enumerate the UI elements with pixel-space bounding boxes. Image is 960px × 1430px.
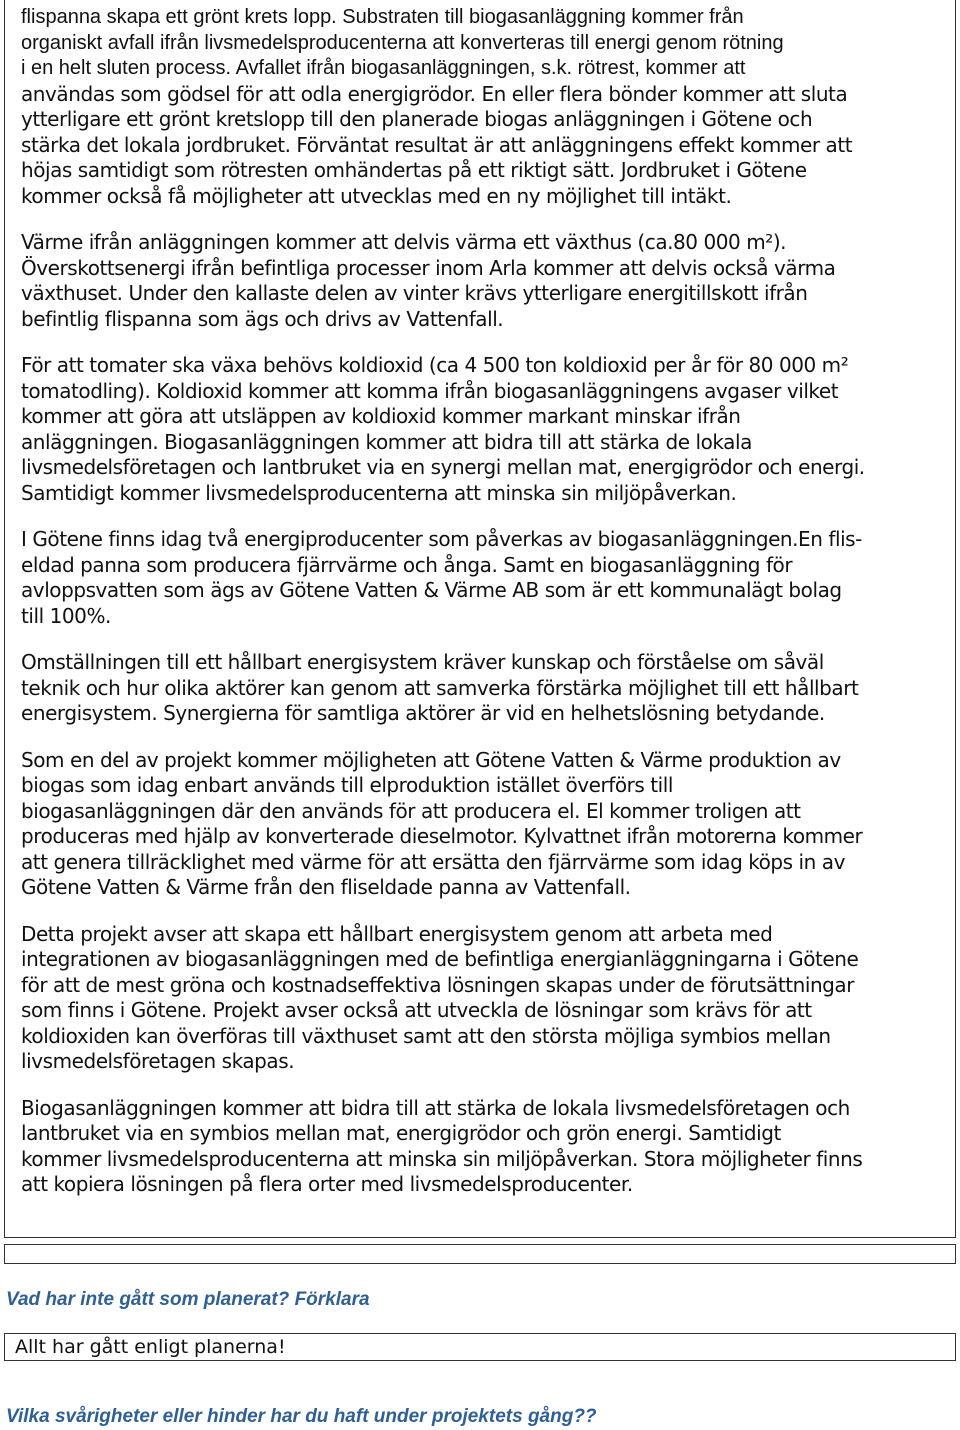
text-line: lantbruket via en symbios mellan mat, energigrödor och grön energi. Samtidigt <box>21 1121 781 1145</box>
text-line: stärka det lokala jordbruket. Förväntat resultat är att anläggningens effekt kommer att <box>21 132 853 157</box>
text-line: koldioxiden kan överföras till växthuset samt att den största möjliga symbios mellan <box>21 1023 831 1048</box>
text-line: att genera tillräcklighet med värme för att ersätta den fjärrvärme som idag köps in av <box>21 849 845 874</box>
text-line: avloppsvatten som ägs av Götene Vatten & Värme AB som är ett kommunalägt bolag <box>21 578 842 602</box>
answer-box[interactable] <box>4 1333 956 1361</box>
text-line: biogasanläggningen där den används för att producera el. El kommer troligen att <box>21 798 801 823</box>
answer-text: Allt har gått enligt planerna! <box>15 1336 286 1358</box>
text-line: Omställningen till ett hållbart energisystem kräver kunskap och förståelse om såväl <box>21 650 824 674</box>
text-line: för att de mest gröna och kostnadseffektiva lösningen skapas under de förutsättningar <box>21 972 855 997</box>
text-line: ytterligare ett grönt kretslopp till den planerade biogas anläggningen i Götene och <box>21 107 813 131</box>
text-line: anläggningen. Biogasanläggningen kommer att bidra till att stärka de lokala <box>21 429 752 454</box>
main-text-box <box>4 0 956 1238</box>
text-line: kommer livsmedelsproducenterna att minska sin miljöpåverkan. Stora möjligheter finns <box>21 1146 863 1171</box>
text-line: Samtidigt kommer livsmedelsproducenterna att minska sin miljöpåverkan. <box>21 480 737 505</box>
text-line: till 100%. <box>21 603 111 628</box>
text-line: livsmedelsföretagen och lantbruket via en synergi mellan mat, energigrödor och energi. <box>21 455 865 479</box>
text-line: eldad panna som producera fjärrvärme och ånga. Samt en biogasanläggning för <box>21 552 793 577</box>
text-line: energisystem. Synergierna för samtliga aktörer är vid en helhetslösning betydande. <box>21 701 825 725</box>
empty-text-box[interactable] <box>4 1244 956 1264</box>
text-line: Götene Vatten & Värme från den fliseldade panna av Vattenfall. <box>21 875 631 899</box>
text-line: organiskt avfall ifrån livsmedelsproducenterna att konverteras till energi genom rötning <box>21 31 784 54</box>
text-line: användas som gödsel för att odla energigrödor. En eller flera bönder kommer att sluta <box>21 81 848 106</box>
text-line: som finns i Götene. Projekt avser också att utveckla de lösningar som krävs för att <box>21 998 812 1022</box>
text-line: tomatodling). Koldioxid kommer att komma ifrån biogasanläggningens avgaser vilket <box>21 378 839 403</box>
text-line: kommer att göra att utsläppen av koldioxid kommer markant minskar ifrån <box>21 404 741 428</box>
text-line: produceras med hjälp av konverterade dieselmotor. Kylvattnet ifrån motorerna kommer <box>21 824 863 848</box>
text-line: i en helt sluten process. Avfallet ifrån biogasanläggningen, s.k. rötrest, kommer att <box>21 57 746 79</box>
text-line: Detta projekt avser att skapa ett hållbart energisystem genom att arbeta med <box>21 921 773 946</box>
text-line: att kopiera lösningen på flera orter med livsmedelsproducenter. <box>21 1172 633 1196</box>
text-line: befintlig flispanna som ägs och drivs av Vattenfall. <box>21 306 504 331</box>
text-line: biogas som idag enbart används till elproduktion istället överförs till <box>21 773 673 797</box>
text-line: integrationen av biogasanläggningen med de befintliga energianläggningarna i Götene <box>21 947 859 971</box>
text-line: växthuset. Under den kallaste delen av vinter krävs ytterligare energitillskott ifrån <box>21 281 808 305</box>
text-line: kommer också få möjligheter att utvecklas med en ny möjlighet till intäkt. <box>21 183 732 208</box>
text-line: livsmedelsföretagen skapas. <box>21 1049 295 1073</box>
text-line: flispanna skapa ett grönt krets lopp. Substraten till biogasanläggning kommer från <box>21 6 744 28</box>
text-line: I Götene finns idag två energiproducenter som påverkas av biogasanläggningen.En flis- <box>21 527 862 551</box>
text-line: höjas samtidigt som rötresten omhändertas på ett riktigt sätt. Jordbruket i Götene <box>21 158 807 182</box>
text-line: Värme ifrån anläggningen kommer att delvis värma ett växthus (ca.80 000 m²). <box>21 230 787 254</box>
text-line: teknik och hur olika aktörer kan genom att samverka förstärka möjlighet till ett hållbart <box>21 675 859 700</box>
text-line: Överskottsenergi ifrån befintliga processer inom Arla kommer att delvis också värma <box>21 255 836 280</box>
question-heading-not-as-planned: Vad har inte gått som planerat? Förklara <box>6 1289 370 1310</box>
text-line: Biogasanläggningen kommer att bidra till att stärka de lokala livsmedelsföretagen och <box>21 1095 850 1120</box>
text-line: För att tomater ska växa behövs koldioxid (ca 4 500 ton koldioxid per år för 80 000 m² <box>21 353 849 377</box>
text-line: Som en del av projekt kommer möjligheten att Götene Vatten & Värme produktion av <box>21 747 841 772</box>
question-heading-difficulties: Vilka svårigheter eller hinder har du haft under projektets gång?? <box>6 1406 597 1427</box>
